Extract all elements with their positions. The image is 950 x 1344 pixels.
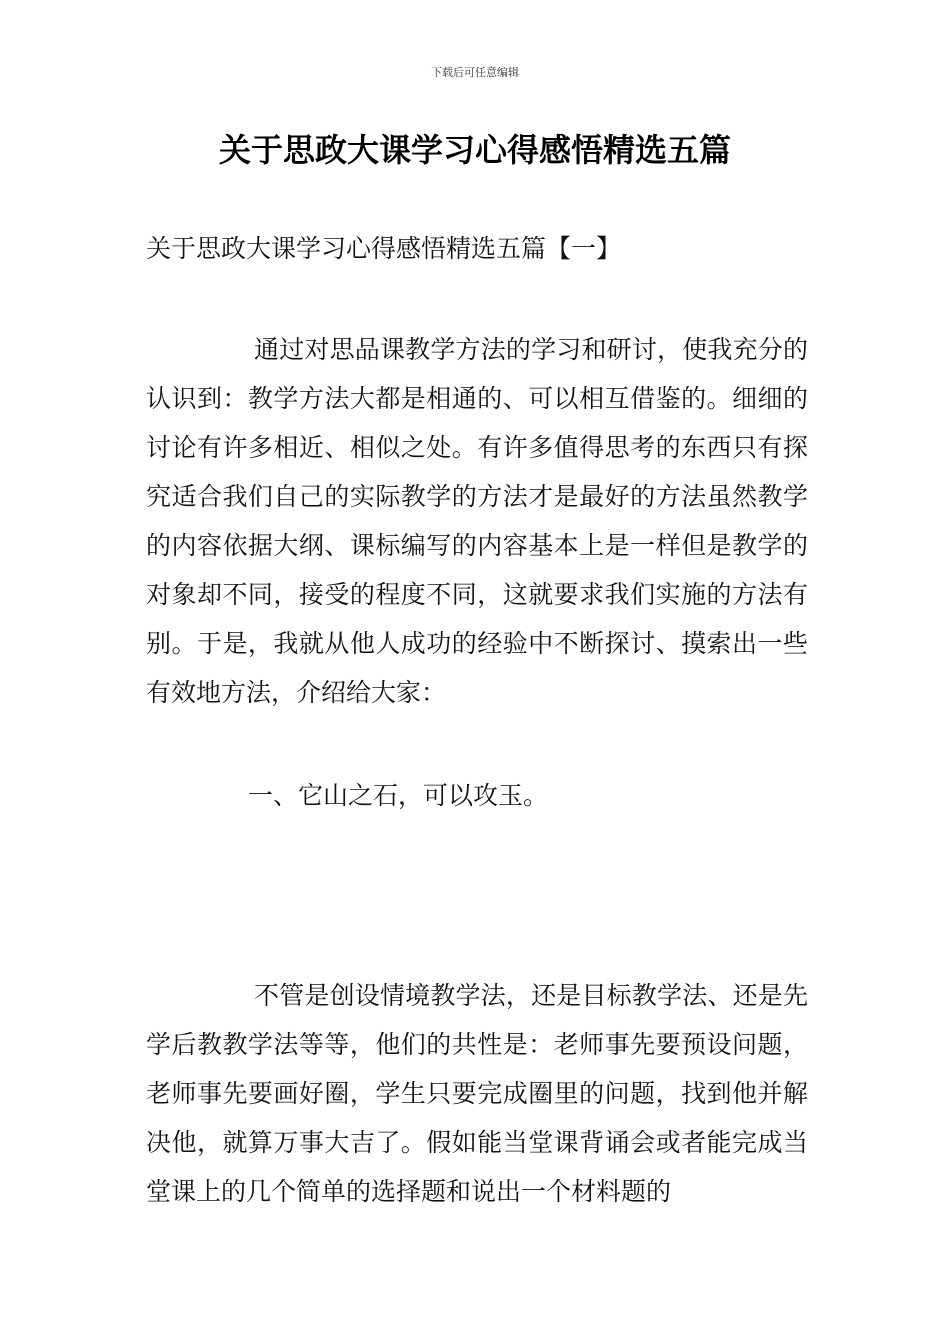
document-title: 关于思政大课学习心得感悟精选五篇 [218,131,731,169]
body-paragraph: 不管是创设情境教学法，还是目标教学法、还是先学后教教学法等等，他们的共性是：老师事先要预设问题，老师事先要画好圈，学生只要完成圈里的问题，找到他并解决他，就算万事大吉了。假如能当堂课背诵会或者能完成当堂课上的几个简单的选择题和说出一个材料题的 [146,981,808,1206]
body-paragraph: 通过对思品课教学方法的学习和研讨，使我充分的认识到：教学方法大都是相通的、可以相互借鉴的。细细的讨论有许多相近、相似之处。有许多值得思考的东西只有探究适合我们自己的实际教学的方法才是最好的方法虽然教学的内容依据大纲、课标编写的内容基本上是一样但是教学的对象却不同，接受的程度不同，这就要求我们实施的方法有别。于是，我就从他人成功的经验中不断探讨、摸索出一些有效地方法，介绍给大家： [146,335,808,707]
section-heading: 关于思政大课学习心得感悟精选五篇【一】 [146,234,622,263]
subheading: 一、它山之石，可以攻玉。 [248,781,549,810]
page-header-note: 下载后可任意编辑 [431,66,519,79]
